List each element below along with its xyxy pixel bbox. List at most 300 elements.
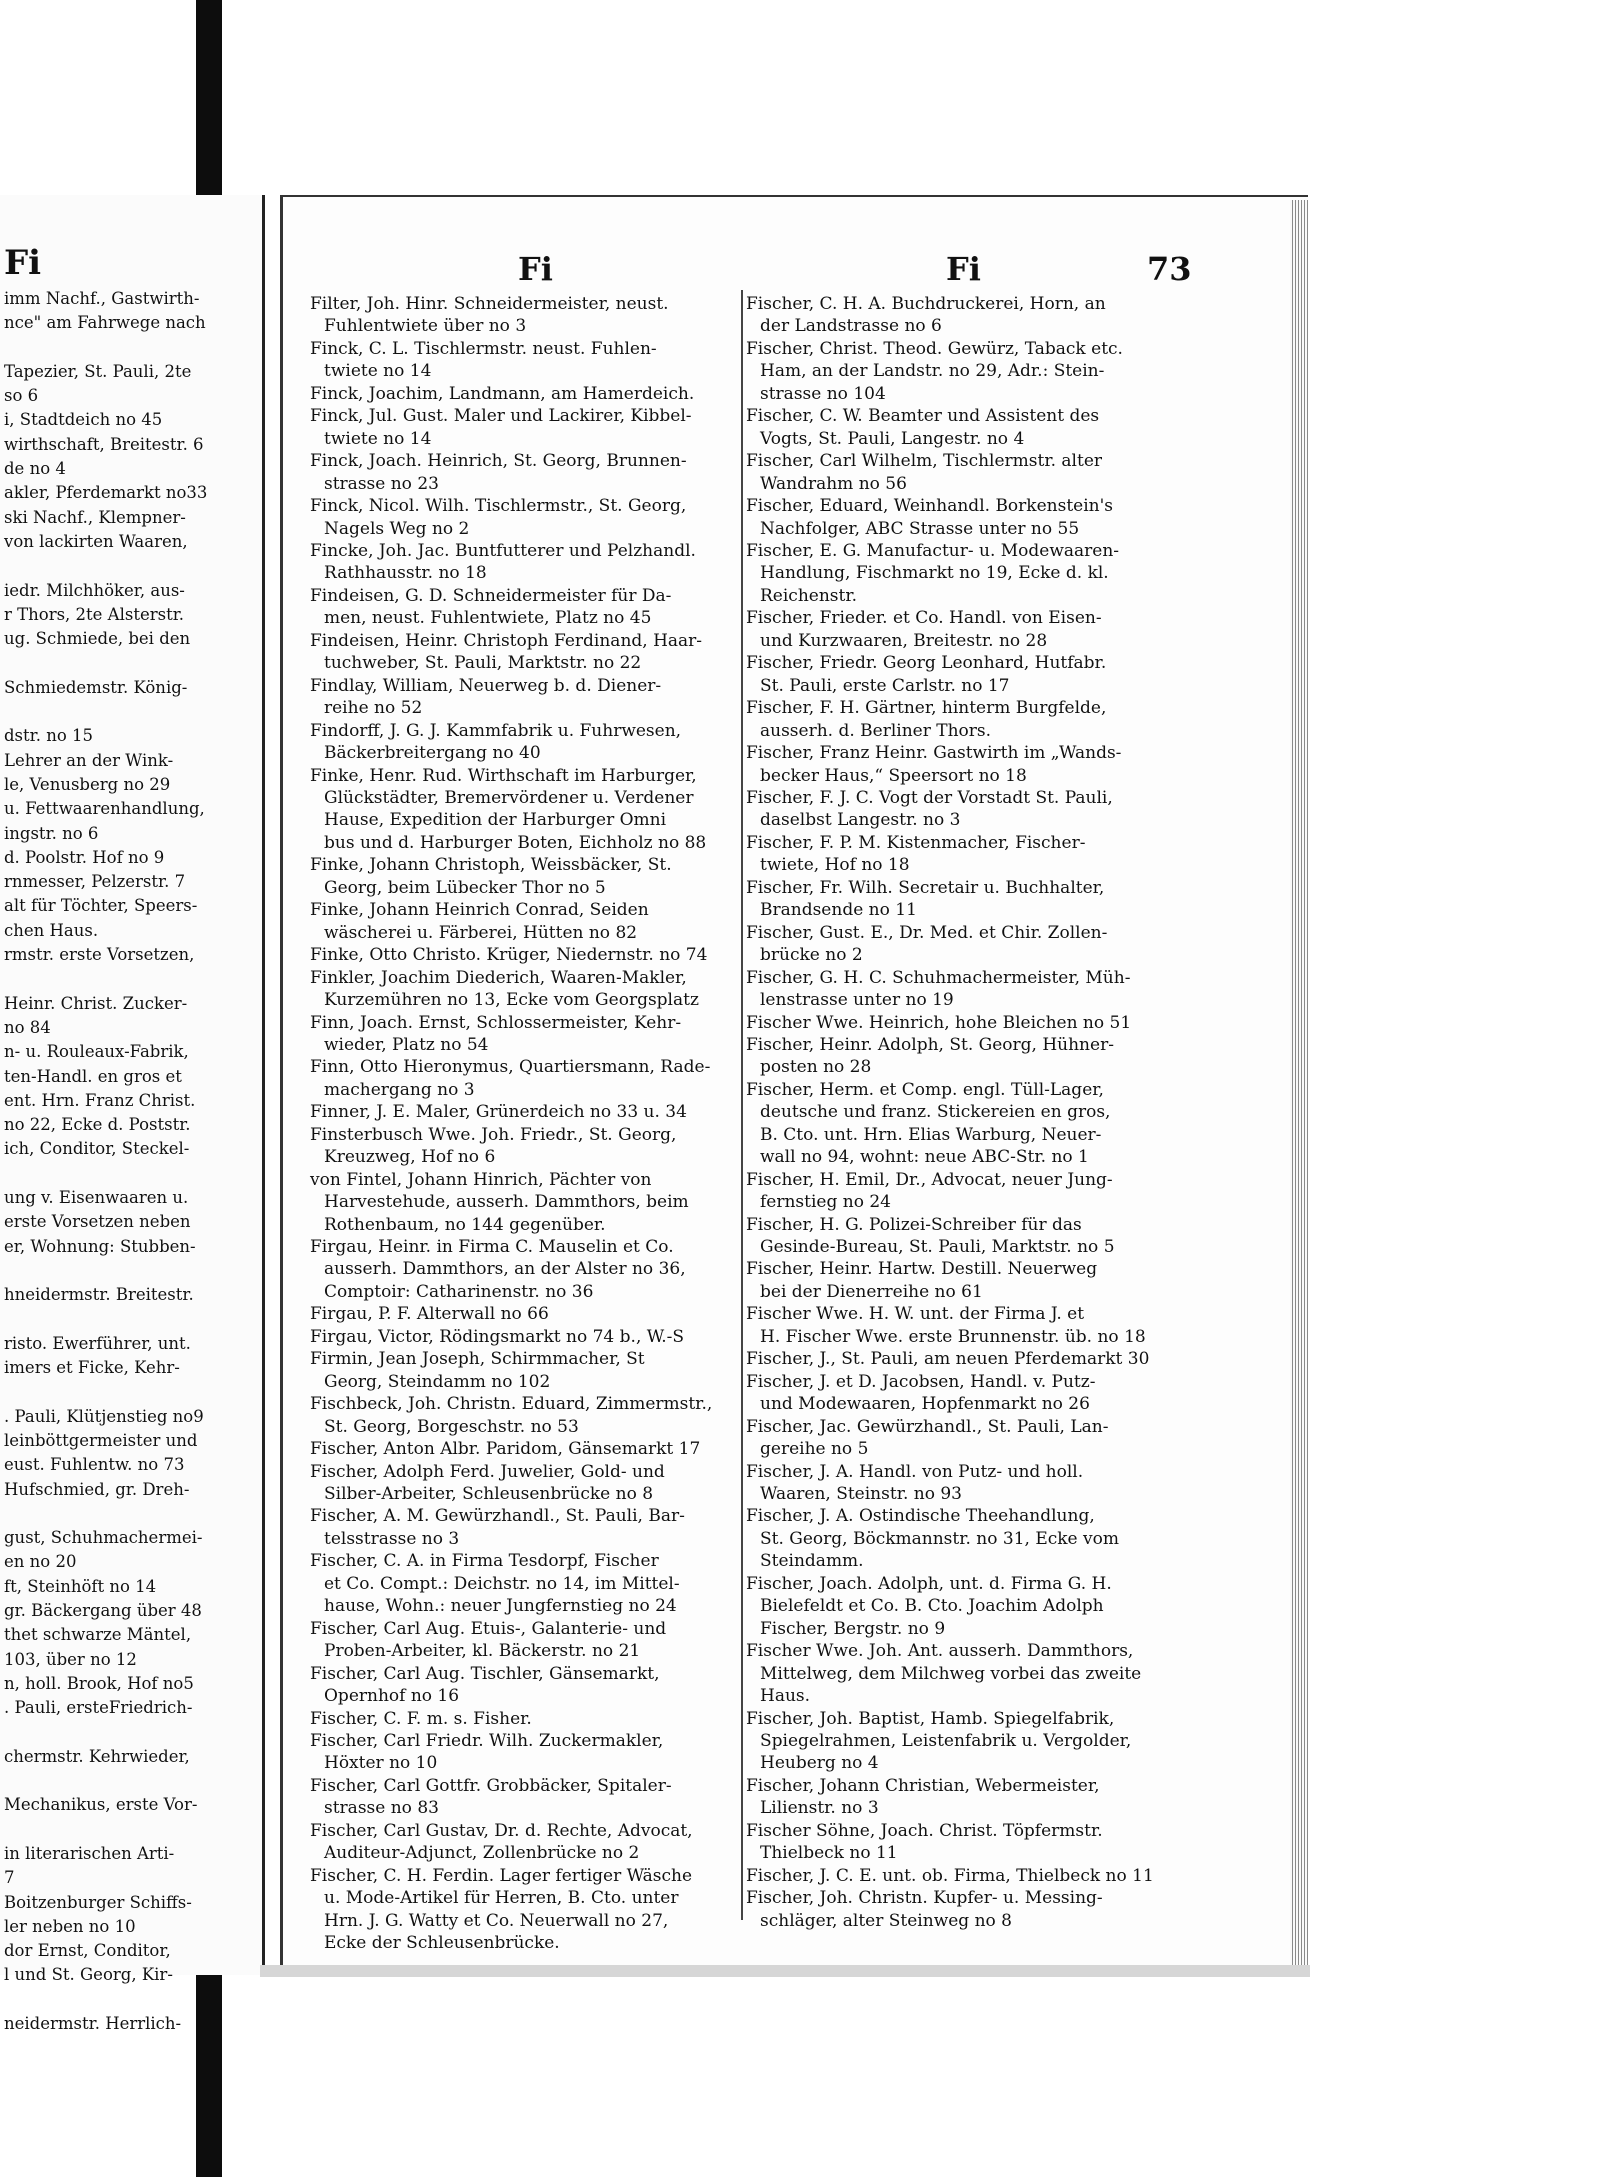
page-number: 73 (1147, 250, 1192, 288)
entry-line: Auditeur-Adjunct, Zollenbrücke no 2 (324, 1843, 640, 1864)
entry-line: Reichenstr. (760, 585, 857, 606)
directory-entry (310, 944, 740, 966)
entry-line: Fischer, Eduard, Weinhandl. Borkenstein's (746, 496, 1114, 517)
left-page-line: 7 (4, 1868, 15, 1888)
entry-line: Fischer Söhne, Joach. Christ. Töpfermstr. (746, 1820, 1103, 1841)
entry-line: Lilienstr. no 3 (760, 1798, 879, 1819)
entry-line: et Co. Compt.: Deichstr. no 14, im Mittel- (324, 1573, 680, 1594)
directory-entry (310, 1326, 740, 1348)
directory-entry (310, 1550, 740, 1617)
entry-line: Fischer, Carl Gottfr. Grobbäcker, Spitaler- (310, 1775, 672, 1796)
entry-line: wall no 94, wohnt: neue ABC-Str. no 1 (760, 1147, 1089, 1168)
left-page-line: dor Ernst, Conditor, (4, 1941, 171, 1961)
page-edge (1290, 200, 1308, 1975)
left-page-line: no 22, Ecke d. Poststr. (4, 1115, 191, 1135)
entry-line: hause, Wohn.: neuer Jungfernstieg no 24 (324, 1596, 677, 1617)
entry-line: Finkler, Joachim Diederich, Waaren-Makler, (310, 967, 687, 988)
directory-entry (310, 450, 740, 495)
left-page-line: akler, Pferdemarkt no33 (4, 483, 208, 503)
entry-line: der Landstrasse no 6 (760, 316, 942, 337)
left-page-line: gust, Schuhmachermei- (4, 1528, 203, 1548)
entry-line: Fischer, H. G. Polizei-Schreiber für das (746, 1214, 1082, 1235)
entry-line: schläger, alter Steinweg no 8 (760, 1910, 1012, 1931)
directory-entry (746, 1079, 1178, 1169)
entry-line: Finn, Joach. Ernst, Schlossermeister, Kehr- (310, 1012, 682, 1033)
entry-line: Georg, Steindamm no 102 (324, 1371, 551, 1392)
entry-line: Steindamm. (760, 1551, 864, 1572)
directory-entry (746, 1034, 1178, 1079)
left-page-line: Hufschmied, gr. Dreh- (4, 1479, 190, 1499)
entry-line: Fischer, Christ. Theod. Gewürz, Taback etc. (746, 338, 1123, 359)
entry-line: u. Mode-Artikel für Herren, B. Cto. unter (324, 1888, 679, 1909)
entry-line: Finck, Jul. Gust. Maler und Lackirer, Kibbel- (310, 406, 692, 427)
left-page-line: r Thors, 2te Alsterstr. (4, 604, 185, 624)
entry-line: Fischer, Joh. Christn. Kupfer- u. Messing- (746, 1888, 1103, 1909)
directory-entry (310, 1348, 740, 1393)
directory-entry (310, 854, 740, 899)
entry-line: twiete no 14 (324, 361, 432, 382)
entry-line: Firgau, P. F. Alterwall no 66 (310, 1304, 549, 1325)
directory-entry (310, 1012, 740, 1057)
directory-entry (746, 787, 1178, 832)
entry-line: tuchweber, St. Pauli, Marktstr. no 22 (324, 653, 642, 674)
entry-line: bei der Dienerreihe no 61 (760, 1281, 983, 1302)
entry-line: twiete, Hof no 18 (760, 855, 910, 876)
entry-line: H. Fischer Wwe. erste Brunnenstr. üb. no 18 (760, 1326, 1146, 1347)
directory-entry (746, 1640, 1178, 1707)
left-page-line: Boitzenburger Schiffs- (4, 1892, 192, 1912)
entry-line: Firmin, Jean Joseph, Schirmmacher, St (310, 1349, 645, 1370)
left-page-line: ski Nachf., Klempner- (4, 507, 186, 527)
entry-line: Fischer Wwe. Joh. Ant. ausserh. Dammthors, (746, 1641, 1134, 1662)
directory-entry (310, 1124, 740, 1169)
left-page-line: ingstr. no 6 (4, 823, 99, 843)
directory-entry (310, 338, 740, 383)
entry-line: Fischer, F. J. C. Vogt der Vorstadt St. Pauli, (746, 787, 1113, 808)
left-page-line: nce" am Fahrwege nach (4, 313, 206, 333)
left-page-line: . Pauli, Klütjenstieg no9 (4, 1406, 204, 1426)
directory-column-1 (310, 293, 740, 1955)
entry-line: Findeisen, Heinr. Christoph Ferdinand, Haar- (310, 630, 703, 651)
left-page-line: thet schwarze Mäntel, (4, 1625, 192, 1645)
directory-entry (310, 1505, 740, 1550)
entry-line: Fischer, C. F. m. s. Fisher. (310, 1708, 532, 1729)
left-page-line: neidermstr. Herrlich- (4, 2014, 182, 2034)
entry-line: ausserh. d. Berliner Thors. (760, 720, 992, 741)
directory-entry (310, 967, 740, 1012)
entry-line: Fischer, Carl Aug. Tischler, Gänsemarkt, (310, 1663, 660, 1684)
entry-line: Findeisen, G. D. Schneidermeister für Da- (310, 585, 672, 606)
entry-line: twiete no 14 (324, 428, 432, 449)
entry-line: Hrn. J. G. Watty et Co. Neuerwall no 27, (324, 1910, 669, 1931)
left-page-line: en no 20 (4, 1552, 77, 1572)
entry-line: deutsche und franz. Stickereien en gros, (760, 1102, 1111, 1123)
entry-line: Fischer, Frieder. et Co. Handl. von Eisen- (746, 608, 1102, 629)
entry-line: strasse no 23 (324, 473, 439, 494)
entry-line: Finck, C. L. Tischlermstr. neust. Fuhlen- (310, 338, 657, 359)
entry-line: Finke, Johann Christoph, Weissbäcker, St. (310, 855, 672, 876)
entry-line: Nagels Weg no 2 (324, 518, 470, 539)
entry-line: Ham, an der Landstr. no 29, Adr.: Stein- (760, 361, 1105, 382)
left-page-line (4, 1721, 260, 1745)
entry-line: Bielefeldt et Co. B. Cto. Joachim Adolph (760, 1596, 1104, 1617)
directory-entry (310, 720, 740, 765)
left-page-line (4, 554, 260, 578)
entry-line: und Kurzwaaren, Breitestr. no 28 (760, 630, 1048, 651)
entry-line: Finck, Nicol. Wilh. Tischlermstr., St. Georg, (310, 496, 687, 517)
directory-entry (310, 1820, 740, 1865)
left-page-line: 103, über no 12 (4, 1649, 137, 1669)
entry-line: posten no 28 (760, 1057, 872, 1078)
left-page-line: er, Wohnung: Stubben- (4, 1236, 196, 1256)
left-page-line: chermstr. Kehrwieder, (4, 1746, 190, 1766)
directory-entry (746, 1169, 1178, 1214)
directory-entry (746, 832, 1178, 877)
entry-line: Fischer, Gust. E., Dr. Med. et Chir. Zollen- (746, 922, 1108, 943)
left-page-line: de no 4 (4, 459, 66, 479)
directory-entry (310, 1708, 740, 1730)
left-page-line: ler neben no 10 (4, 1916, 136, 1936)
left-page-line: so 6 (4, 386, 39, 406)
entry-line: Fischer, Adolph Ferd. Juwelier, Gold- und (310, 1461, 665, 1482)
entry-line: Spiegelrahmen, Leistenfabrik u. Vergolder, (760, 1731, 1132, 1751)
entry-line: Opernhof no 16 (324, 1686, 460, 1707)
page-shadow (260, 1965, 1310, 1977)
directory-entry (746, 1258, 1178, 1303)
entry-line: men, neust. Fuhlentwiete, Platz no 45 (324, 608, 652, 629)
directory-entry (746, 1348, 1178, 1370)
left-page-line: alt für Töchter, Speers- (4, 896, 198, 916)
entry-line: St. Georg, Borgeschstr. no 53 (324, 1416, 579, 1437)
entry-line: Fischer, Franz Heinr. Gastwirth im „Wands- (746, 743, 1122, 764)
entry-line: Wandrahm no 56 (760, 473, 907, 494)
left-page-line (4, 1307, 260, 1331)
entry-line: Haus. (760, 1686, 811, 1707)
left-page-line: Heinr. Christ. Zucker- (4, 993, 188, 1013)
entry-line: Mittelweg, dem Milchweg vorbei das zweite (760, 1663, 1142, 1684)
entry-line: St. Pauli, erste Carlstr. no 17 (760, 675, 1010, 696)
entry-line: Fischer, C. W. Beamter und Assistent des (746, 406, 1100, 427)
directory-entry (310, 383, 740, 405)
directory-entry (746, 1416, 1178, 1461)
entry-line: Proben-Arbeiter, kl. Bäckerstr. no 21 (324, 1641, 641, 1662)
directory-entry (310, 765, 740, 855)
entry-line: Firgau, Victor, Rödingsmarkt no 74 b., W.-S (310, 1326, 685, 1347)
entry-line: Heuberg no 4 (760, 1753, 879, 1774)
left-page-line (4, 1988, 260, 2012)
left-page-line: n- u. Rouleaux-Fabrik, (4, 1042, 189, 1062)
directory-entry (310, 540, 740, 585)
directory-entry (310, 1393, 740, 1438)
entry-line: Fischer, Carl Wilhelm, Tischlermstr. alter (746, 451, 1103, 472)
entry-line: Findorff, J. G. J. Kammfabrik u. Fuhrwesen, (310, 720, 682, 741)
entry-line: daselbst Langestr. no 3 (760, 810, 961, 831)
entry-line: lenstrasse unter no 19 (760, 990, 954, 1011)
left-page-line: u. Fettwaarenhandlung, (4, 799, 205, 819)
column-header-center: Fi (946, 250, 981, 288)
entry-line: strasse no 104 (760, 383, 886, 404)
directory-entry (746, 1461, 1178, 1506)
directory-entry (746, 607, 1178, 652)
entry-line: Fischer, Johann Christian, Webermeister, (746, 1775, 1100, 1796)
left-page-line (4, 967, 260, 991)
left-page-line (4, 1769, 260, 1793)
directory-entry (746, 1708, 1178, 1775)
directory-column-2 (746, 293, 1178, 1932)
left-page-line: Lehrer an der Wink- (4, 750, 174, 770)
directory-entry (310, 899, 740, 944)
left-page-line: d. Poolstr. Hof no 9 (4, 847, 165, 867)
entry-line: Brandsende no 11 (760, 900, 917, 921)
entry-line: Fischer, Bergstr. no 9 (760, 1618, 946, 1639)
entry-line: Finck, Joach. Heinrich, St. Georg, Brunnen- (310, 451, 687, 472)
left-page-line: leinböttgermeister und (4, 1430, 198, 1450)
left-page-text (4, 287, 260, 2036)
entry-line: Fischer, E. G. Manufactur- u. Modewaaren- (746, 540, 1120, 561)
directory-entry (746, 1820, 1178, 1865)
directory-entry (310, 293, 740, 338)
directory-entry (746, 1371, 1178, 1416)
entry-line: Fuhlentwiete über no 3 (324, 316, 527, 337)
entry-line: Findlay, William, Neuerweg b. d. Diener- (310, 675, 662, 696)
left-page (0, 195, 265, 2034)
entry-line: machergang no 3 (324, 1079, 475, 1100)
entry-line: gereihe no 5 (760, 1439, 869, 1460)
entry-line: Fischer, Friedr. Georg Leonhard, Hutfabr. (746, 653, 1107, 674)
left-page-line: von lackirten Waaren, (4, 531, 188, 551)
entry-line: Fischer Wwe. H. W. unt. der Firma J. et (746, 1304, 1085, 1325)
entry-line: bus und d. Harburger Boten, Eichholz no 88 (324, 832, 707, 853)
entry-line: Fischer, J. A. Ostindische Theehandlung, (746, 1506, 1095, 1527)
entry-line: von Fintel, Johann Hinrich, Pächter von (310, 1169, 652, 1190)
directory-entry (746, 1865, 1178, 1887)
entry-line: Hause, Expedition der Harburger Omni (324, 810, 667, 831)
directory-entry (746, 967, 1178, 1012)
directory-entry (310, 675, 740, 720)
directory-entry (310, 1169, 740, 1236)
left-page-line (4, 1380, 260, 1404)
entry-line: Rathhausstr. no 18 (324, 563, 487, 584)
entry-line: Firgau, Heinr. in Firma C. Mauselin et Co. (310, 1237, 674, 1258)
entry-line: Fischer, H. Emil, Dr., Advocat, neuer Jung- (746, 1169, 1113, 1190)
entry-line: telsstrasse no 3 (324, 1528, 460, 1549)
entry-line: Fischer, J., St. Pauli, am neuen Pferdemarkt 30 (746, 1349, 1150, 1370)
left-page-line (4, 336, 260, 360)
entry-line: Finke, Johann Heinrich Conrad, Seiden (310, 900, 649, 921)
directory-entry (310, 1438, 740, 1460)
entry-line: Fischer, G. H. C. Schuhmachermeister, Müh- (746, 967, 1131, 988)
entry-line: Finsterbusch Wwe. Joh. Friedr., St. Georg, (310, 1124, 677, 1145)
left-page-line: imers et Ficke, Kehr- (4, 1358, 180, 1378)
entry-line: Fischer, Heinr. Hartw. Destill. Neuerweg (746, 1259, 1098, 1280)
left-page-line: no 84 (4, 1017, 51, 1037)
left-page-line: hneidermstr. Breitestr. (4, 1285, 194, 1305)
directory-entry (746, 1214, 1178, 1259)
entry-line: Nachfolger, ABC Strasse unter no 55 (760, 518, 1080, 539)
entry-line: Comptoir: Catharinenstr. no 36 (324, 1281, 594, 1302)
directory-entry (310, 1865, 740, 1955)
left-page-line: rnmesser, Pelzerstr. 7 (4, 872, 186, 892)
entry-line: Finn, Otto Hieronymus, Quartiersmann, Rade- (310, 1057, 711, 1078)
entry-line: Finke, Henr. Rud. Wirthschaft im Harburger, (310, 765, 697, 786)
entry-line: Finke, Otto Christo. Krüger, Niedernstr. no 74 (310, 945, 708, 966)
directory-entry (310, 1236, 740, 1303)
left-page-line: i, Stadtdeich no 45 (4, 410, 163, 430)
entry-line: fernstieg no 24 (760, 1192, 891, 1213)
entry-line: Ecke der Schleusenbrücke. (324, 1933, 560, 1954)
left-page-line (4, 651, 260, 675)
entry-line: Bäckerbreitergang no 40 (324, 743, 541, 764)
directory-entry (310, 1618, 740, 1663)
entry-line: Georg, beim Lübecker Thor no 5 (324, 877, 606, 898)
left-page-line: dstr. no 15 (4, 726, 94, 746)
left-page-line: chen Haus. (4, 920, 99, 940)
left-page-head: Fi (4, 243, 42, 283)
left-page-line: ten-Handl. en gros et (4, 1066, 182, 1086)
entry-line: Kurzemühren no 13, Ecke vom Georgsplatz (324, 990, 699, 1011)
directory-entry (310, 1461, 740, 1506)
directory-entry (746, 1573, 1178, 1640)
directory-entry (746, 742, 1178, 787)
entry-line: Filter, Joh. Hinr. Schneidermeister, neust. (310, 294, 669, 314)
directory-entry (746, 293, 1178, 338)
entry-line: Finck, Joachim, Landmann, am Hamerdeich. (310, 383, 695, 404)
entry-line: Fischer, Joach. Adolph, unt. d. Firma G. H. (746, 1573, 1112, 1594)
left-page-line: Mechanikus, erste Vor- (4, 1795, 198, 1815)
left-page-line: eust. Fuhlentw. no 73 (4, 1455, 185, 1475)
entry-line: Fischer, Heinr. Adolph, St. Georg, Hühner- (746, 1034, 1114, 1055)
left-page-line: in literarischen Arti- (4, 1844, 175, 1863)
entry-line: Fischer, C. H. A. Buchdruckerei, Horn, an (746, 294, 1106, 314)
directory-entry (310, 1101, 740, 1123)
left-page-line: iedr. Milchhöker, aus- (4, 580, 185, 600)
entry-line: B. Cto. unt. Hrn. Elias Warburg, Neuer- (760, 1124, 1102, 1145)
entry-line: Harvestehude, ausserh. Dammthors, beim (324, 1192, 689, 1213)
entry-line: Fischer, F. H. Gärtner, hinterm Burgfelde, (746, 698, 1107, 719)
left-page-line: ent. Hrn. Franz Christ. (4, 1090, 196, 1110)
left-page-line: gr. Bäckergang über 48 (4, 1601, 202, 1621)
directory-entry (746, 697, 1178, 742)
column-divider (741, 290, 743, 1920)
entry-line: Fischer, Carl Friedr. Wilh. Zuckermakler, (310, 1731, 664, 1751)
directory-entry (310, 405, 740, 450)
entry-line: St. Georg, Böckmannstr. no 31, Ecke vom (760, 1528, 1119, 1549)
left-page-line: ich, Conditor, Steckel- (4, 1139, 190, 1159)
directory-entry (746, 450, 1178, 495)
directory-entry (746, 1505, 1178, 1572)
directory-entry (310, 630, 740, 675)
directory-entry (310, 1663, 740, 1708)
directory-entry (310, 1056, 740, 1101)
entry-line: Glückstädter, Bremervördener u. Verdener (324, 787, 694, 808)
directory-entry (310, 1303, 740, 1325)
directory-entry (746, 652, 1178, 697)
entry-line: Kreuzweg, Hof no 6 (324, 1147, 496, 1168)
entry-line: reihe no 52 (324, 698, 423, 719)
left-page-line: wirthschaft, Breitestr. 6 (4, 434, 204, 454)
entry-line: Finner, J. E. Maler, Grünerdeich no 33 u. 34 (310, 1102, 687, 1123)
directory-entry (746, 922, 1178, 967)
entry-line: wäscherei u. Färberei, Hütten no 82 (324, 922, 638, 943)
directory-entry (746, 338, 1178, 405)
left-page-line: erste Vorsetzen neben (4, 1212, 191, 1232)
entry-line: Fischer, Anton Albr. Paridom, Gänsemarkt 17 (310, 1439, 701, 1460)
left-page-line: imm Nachf., Gastwirth- (4, 289, 200, 308)
entry-line: strasse no 83 (324, 1798, 439, 1819)
directory-entry (310, 495, 740, 540)
entry-line: und Modewaaren, Hopfenmarkt no 26 (760, 1394, 1090, 1415)
entry-line: Waaren, Steinstr. no 93 (760, 1484, 962, 1505)
left-page-line (4, 1818, 260, 1842)
entry-line: Fischer Wwe. Heinrich, hohe Bleichen no 51 (746, 1012, 1132, 1033)
entry-line: Fischer, Carl Aug. Etuis-, Galanterie- und (310, 1618, 667, 1639)
left-page-line: n, holl. Brook, Hof no5 (4, 1673, 194, 1693)
entry-line: Höxter no 10 (324, 1753, 438, 1774)
entry-line: Fischer, Fr. Wilh. Secretair u. Buchhalter, (746, 877, 1105, 898)
entry-line: Fischer, J. C. E. unt. ob. Firma, Thielbeck no 11 (746, 1865, 1154, 1886)
directory-entry (746, 877, 1178, 922)
entry-line: Fischer, Carl Gustav, Dr. d. Rechte, Advocat, (310, 1820, 693, 1841)
directory-entry (310, 1775, 740, 1820)
left-page-line: rmstr. erste Vorsetzen, (4, 945, 195, 965)
entry-line: wieder, Platz no 54 (324, 1034, 489, 1055)
column-header-left: Fi (518, 250, 553, 288)
entry-line: Fischer, J. A. Handl. von Putz- und holl. (746, 1461, 1084, 1482)
directory-entry (746, 540, 1178, 607)
left-page-line: ung v. Eisenwaaren u. (4, 1187, 189, 1207)
entry-line: Gesinde-Bureau, St. Pauli, Marktstr. no 5 (760, 1237, 1115, 1258)
left-page-line (4, 1259, 260, 1283)
directory-entry (746, 1012, 1178, 1034)
directory-entry (746, 1775, 1178, 1820)
left-page-line: ug. Schmiede, bei den (4, 629, 191, 649)
entry-line: Fischer, C. A. in Firma Tesdorpf, Fischer (310, 1551, 659, 1572)
left-page-line: Schmiedemstr. König- (4, 677, 188, 697)
directory-entry (746, 1887, 1178, 1932)
entry-line: Fischbeck, Joh. Christn. Eduard, Zimmermstr., (310, 1394, 713, 1415)
left-page-line (4, 1502, 260, 1526)
left-page-line (4, 700, 260, 724)
entry-line: Silber-Arbeiter, Schleusenbrücke no 8 (324, 1484, 654, 1505)
entry-line: Fincke, Joh. Jac. Buntfutterer und Pelzhandl. (310, 540, 696, 561)
entry-line: Fischer, Jac. Gewürzhandl., St. Pauli, Lan- (746, 1416, 1109, 1437)
entry-line: Fischer, Joh. Baptist, Hamb. Spiegelfabrik, (746, 1708, 1115, 1729)
entry-line: ausserh. Dammthors, an der Alster no 36, (324, 1259, 686, 1280)
directory-entry (746, 405, 1178, 450)
left-page-line (4, 1162, 260, 1186)
entry-line: Rothenbaum, no 144 gegenüber. (324, 1214, 606, 1235)
left-page-line: le, Venusberg no 29 (4, 774, 171, 794)
directory-entry (310, 585, 740, 630)
left-page-line: risto. Ewerführer, unt. (4, 1333, 191, 1353)
directory-entry (746, 495, 1178, 540)
entry-line: Fischer, F. P. M. Kistenmacher, Fischer- (746, 832, 1086, 853)
entry-line: Vogts, St. Pauli, Langestr. no 4 (760, 428, 1025, 449)
directory-entry (746, 1303, 1178, 1348)
entry-line: becker Haus,“ Speersort no 18 (760, 765, 1027, 786)
entry-line: Fischer, Herm. et Comp. engl. Tüll-Lager, (746, 1079, 1104, 1100)
entry-line: brücke no 2 (760, 945, 863, 966)
left-page-line: ft, Steinhöft no 14 (4, 1576, 157, 1596)
entry-line: Handlung, Fischmarkt no 19, Ecke d. kl. (760, 563, 1109, 584)
left-page-line: . Pauli, ersteFriedrich- (4, 1698, 193, 1718)
entry-line: Fischer, J. et D. Jacobsen, Handl. v. Putz- (746, 1371, 1096, 1392)
entry-line: Fischer, A. M. Gewürzhandl., St. Pauli, Bar- (310, 1506, 685, 1527)
left-page-line: l und St. Georg, Kir- (4, 1965, 173, 1985)
entry-line: Thielbeck no 11 (760, 1843, 898, 1864)
left-page-line: Tapezier, St. Pauli, 2te (4, 361, 192, 381)
entry-line: Fischer, C. H. Ferdin. Lager fertiger Wäsche (310, 1865, 693, 1886)
